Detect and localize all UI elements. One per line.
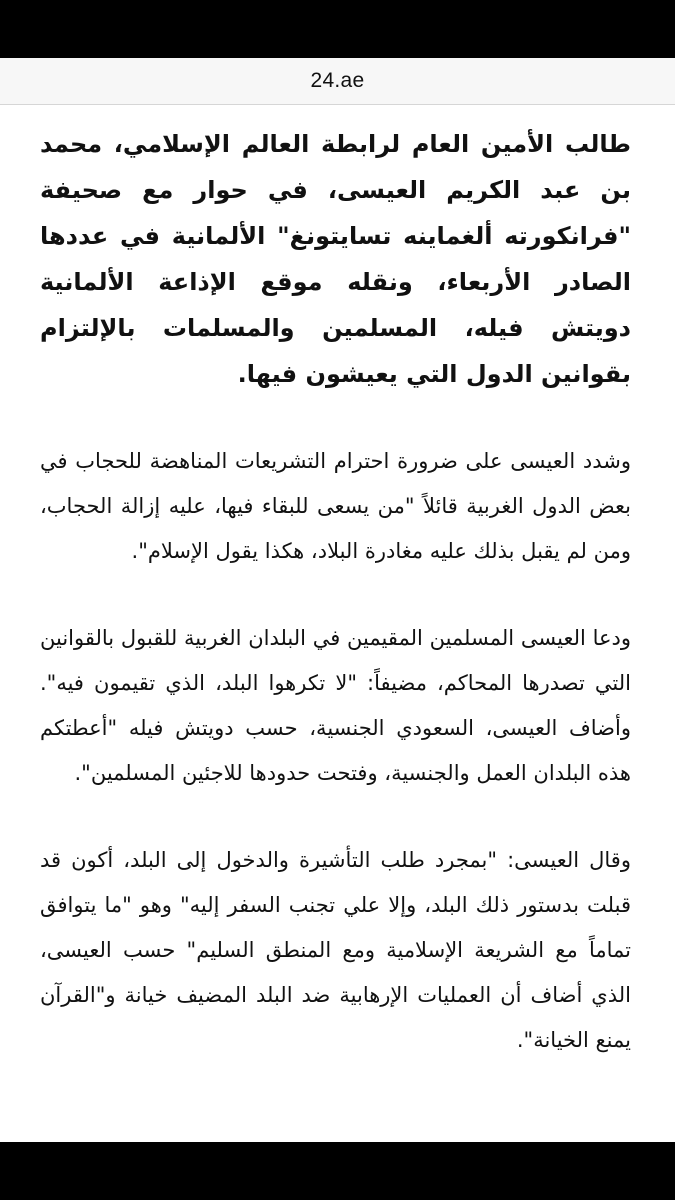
article-lead: طالب الأمين العام لرابطة العالم الإسلامي، محمد بن عبد الكريم العيسى، في حوار مع صحيفة "فرانكورته ألغماينه تسايتونغ" الألمانية في عددها الصادر الأربعاء، ونقله موقع الإذاعة الألمانية دويتش فيله، المسلمين والمسلمات بالإلتزام بقوانين الدول التي يعيشون فيها. [40,130,631,388]
page-content [0,105,675,1142]
article [0,105,675,1063]
bottom-black-bar [0,1142,675,1200]
article-paragraph: وقال العيسى: "بمجرد طلب التأشيرة والدخول إلى البلد، أكون قد قبلت بدستور ذلك البلد، وإلا علي تجنب السفر إليه" وهو "ما يتوافق تماماً مع الشريعة الإسلامية ومع المنطق السليم" حسب العيسى، الذي أضاف أن العمليات الإرهابية ضد البلد المضيف خيانة و"القرآن يمنع الخيانة". [40,848,631,1052]
url-text[interactable]: 24.ae [310,69,365,92]
address-bar[interactable] [0,58,675,105]
article-paragraph: ودعا العيسى المسلمين المقيمين في البلدان الغربية للقبول بالقوانين التي تصدرها المحاكم، مضيفاً: "لا تكرهوا البلد، الذي تقيمون فيه". وأضاف العيسى، السعودي الجنسية، حسب دويتش فيله "أعطتكم هذه البلدان العمل والجنسية، وفتحت حدودها للاجئين المسلمين". [40,626,631,785]
top-black-bar [0,0,675,58]
article-paragraph: وشدد العيسى على ضرورة احترام التشريعات المناهضة للحجاب في بعض الدول الغربية قائلاً "من يسعى للبقاء فيها، عليه إزالة الحجاب، ومن لم يقبل بذلك عليه مغادرة البلاد، هكذا يقول الإسلام". [40,449,631,563]
